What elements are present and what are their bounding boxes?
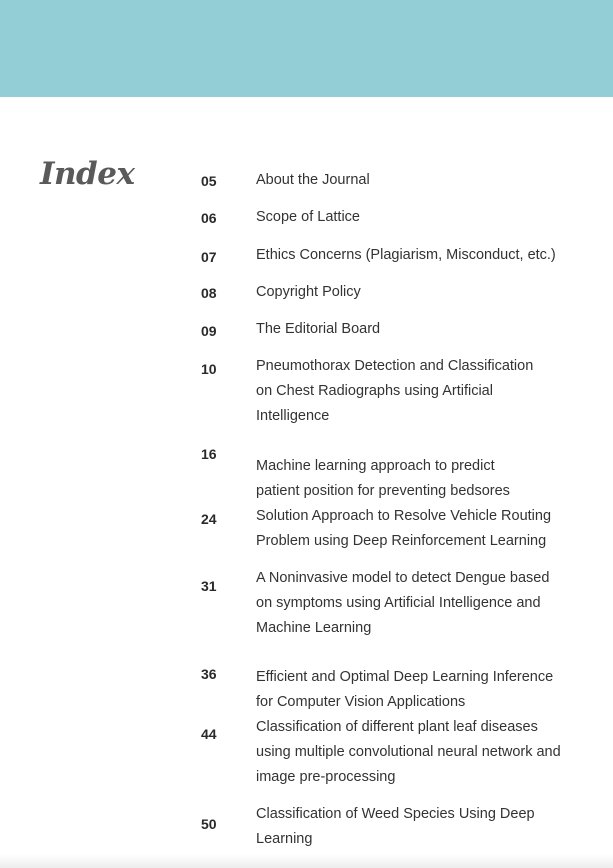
entry-title-line: Learning — [256, 830, 313, 847]
entry-title-line: Problem using Deep Reinforcement Learning — [256, 532, 547, 549]
entry-title[interactable] — [256, 280, 576, 305]
header-banner — [0, 0, 613, 97]
entry-title-line: using multiple convolutional neural network and — [256, 743, 561, 760]
entry-title-line: Intelligence — [256, 407, 330, 424]
entry-title-line: Solution Approach to Resolve Vehicle Routing — [256, 508, 552, 524]
entry-page-number: 50 — [201, 816, 217, 832]
entry-title-line: About the Journal — [256, 172, 370, 188]
entry-title[interactable] — [256, 715, 576, 789]
entry-title[interactable] — [256, 354, 576, 428]
entry-title-line: for Computer Vision Applications — [256, 693, 466, 710]
entry-title-line: on symptoms using Artificial Intelligence and — [256, 594, 541, 611]
entry-title[interactable] — [256, 243, 576, 268]
entry-page-number: 31 — [201, 578, 217, 594]
entry-page-number: 07 — [201, 249, 217, 265]
entry-page-number: 09 — [201, 323, 217, 339]
entry-title[interactable] — [256, 665, 576, 715]
entry-title[interactable] — [256, 802, 576, 852]
entry-title-line: Machine learning approach to predict — [256, 458, 495, 474]
entry-page-number: 16 — [201, 446, 217, 462]
entry-title-line: Classification of Weed Species Using Deep — [256, 806, 535, 822]
entry-title[interactable] — [256, 317, 576, 342]
entry-page-number: 05 — [201, 173, 217, 189]
page-bottom-edge — [0, 854, 613, 868]
entry-title-line: A Noninvasive model to detect Dengue based — [256, 570, 550, 586]
entry-page-number: 36 — [201, 666, 217, 682]
entry-title-line: patient position for preventing bedsores — [256, 482, 510, 499]
index-heading: Index — [40, 156, 135, 192]
entry-title[interactable] — [256, 205, 576, 230]
entry-title[interactable] — [256, 454, 576, 504]
entry-title-line: The Editorial Board — [256, 321, 381, 337]
entry-title-line: Classification of different plant leaf diseases — [256, 719, 538, 735]
entry-title[interactable] — [256, 566, 576, 640]
entry-title[interactable] — [256, 168, 576, 193]
entry-title-line: image pre-processing — [256, 768, 396, 785]
entry-title-line: Pneumothorax Detection and Classification — [256, 358, 534, 374]
entry-page-number: 24 — [201, 511, 217, 527]
entry-title-line: Scope of Lattice — [256, 209, 360, 225]
entry-title-line: Copyright Policy — [256, 284, 361, 300]
entry-page-number: 06 — [201, 210, 217, 226]
entry-page-number: 44 — [201, 726, 217, 742]
entry-title-line: Machine Learning — [256, 619, 372, 636]
entry-title[interactable] — [256, 504, 576, 554]
entry-page-number: 10 — [201, 361, 217, 377]
entry-title-line: on Chest Radiographs using Artificial — [256, 382, 493, 399]
entry-page-number: 08 — [201, 285, 217, 301]
entry-title-line: Ethics Concerns (Plagiarism, Misconduct, etc.) — [256, 247, 556, 263]
entry-title-line: Efficient and Optimal Deep Learning Inference — [256, 669, 554, 685]
